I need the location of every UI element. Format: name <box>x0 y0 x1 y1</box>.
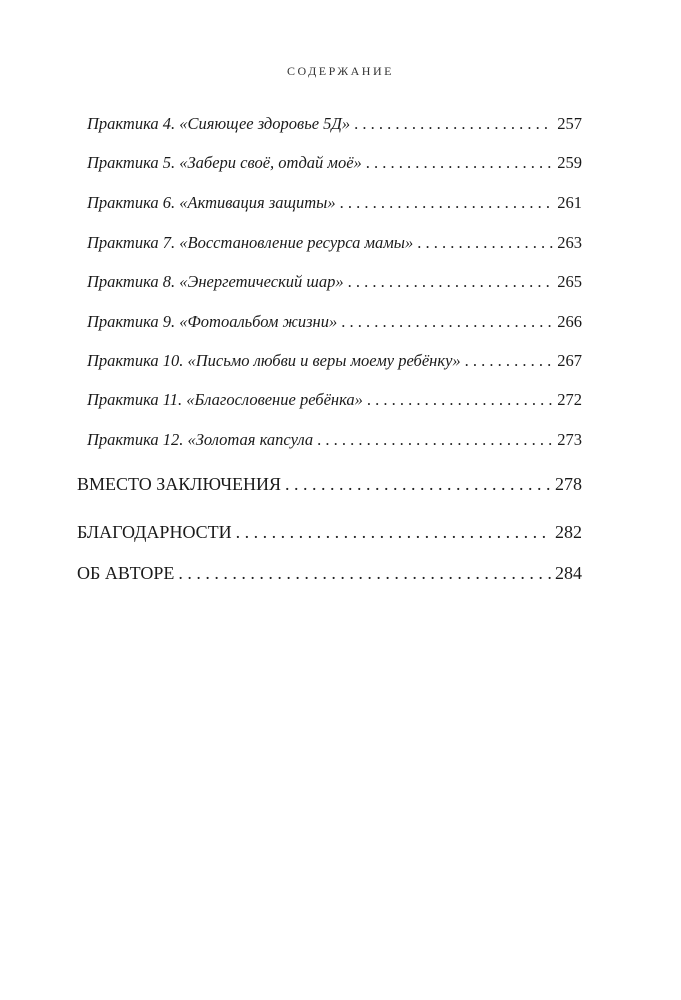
toc-entry-title: БЛАГОДАРНОСТИ <box>77 522 232 542</box>
toc-entry-page: 284 <box>555 563 582 583</box>
toc-entry-practice-8[interactable] <box>87 272 582 292</box>
toc-dot-leader <box>417 233 553 253</box>
toc-entry-conclusion[interactable] <box>77 474 582 495</box>
toc-dot-leader <box>341 312 553 332</box>
toc-entry-practice-12[interactable] <box>87 430 582 450</box>
toc-entry-title: Практика 8. «Энергетический шар» <box>87 272 344 291</box>
toc-entry-page: 282 <box>555 522 582 542</box>
toc-entry-practice-4[interactable] <box>87 114 582 134</box>
toc-dot-leader <box>340 193 554 213</box>
toc-entry-page: 261 <box>557 193 582 212</box>
toc-entry-about-author[interactable] <box>77 563 582 584</box>
toc-entry-title: Практика 5. «Забери своё, отдай моё» <box>87 153 362 172</box>
toc-dot-leader <box>178 563 551 584</box>
page-header: СОДЕРЖАНИЕ <box>287 64 394 78</box>
toc-entry-page: 259 <box>557 153 582 172</box>
toc-dot-leader <box>366 153 553 173</box>
toc-dot-leader <box>367 390 553 410</box>
toc-entry-page: 267 <box>557 351 582 370</box>
toc-entry-title: ОБ АВТОРЕ <box>77 563 175 583</box>
toc-dot-leader <box>285 474 551 495</box>
toc-entry-title: Практика 9. «Фотоальбом жизни» <box>87 312 338 331</box>
toc-entry-practice-6[interactable] <box>87 193 582 213</box>
toc-entry-title: Практика 7. «Восстановление ресурса мамы» <box>87 233 414 252</box>
toc-entry-title: Практика 12. «Золотая капсула <box>87 430 314 449</box>
toc-entry-title: Практика 10. «Письмо любви и веры моему ребёнку» <box>87 351 461 370</box>
toc-entry-acknowledgements[interactable] <box>77 522 582 543</box>
toc-entry-page: 257 <box>557 114 582 133</box>
toc-entry-practice-11[interactable] <box>87 390 582 410</box>
toc-entry-practice-9[interactable] <box>87 312 582 332</box>
toc-entry-page: 278 <box>555 474 582 494</box>
toc-entry-title: Практика 6. «Активация защиты» <box>87 193 336 212</box>
toc-entry-page: 273 <box>557 430 582 449</box>
toc-entry-title: Практика 11. «Благословение ребёнка» <box>87 390 363 409</box>
toc-entry-page: 263 <box>557 233 582 252</box>
toc-entry-title: ВМЕСТО ЗАКЛЮЧЕНИЯ <box>77 474 282 494</box>
toc-dot-leader <box>465 351 554 371</box>
toc-dot-leader <box>236 522 551 543</box>
toc-entry-page: 266 <box>557 312 582 331</box>
toc-entry-page: 272 <box>557 390 582 409</box>
toc-entry-page: 265 <box>557 272 582 291</box>
toc-entry-practice-7[interactable] <box>87 233 582 253</box>
toc-dot-leader <box>348 272 554 292</box>
toc-entry-title: Практика 4. «Сияющее здоровье 5Д» <box>87 114 351 133</box>
toc-entry-practice-5[interactable] <box>87 153 582 173</box>
toc-dot-leader <box>317 430 553 450</box>
toc-entry-practice-10[interactable] <box>87 351 582 371</box>
toc-dot-leader <box>354 114 553 134</box>
